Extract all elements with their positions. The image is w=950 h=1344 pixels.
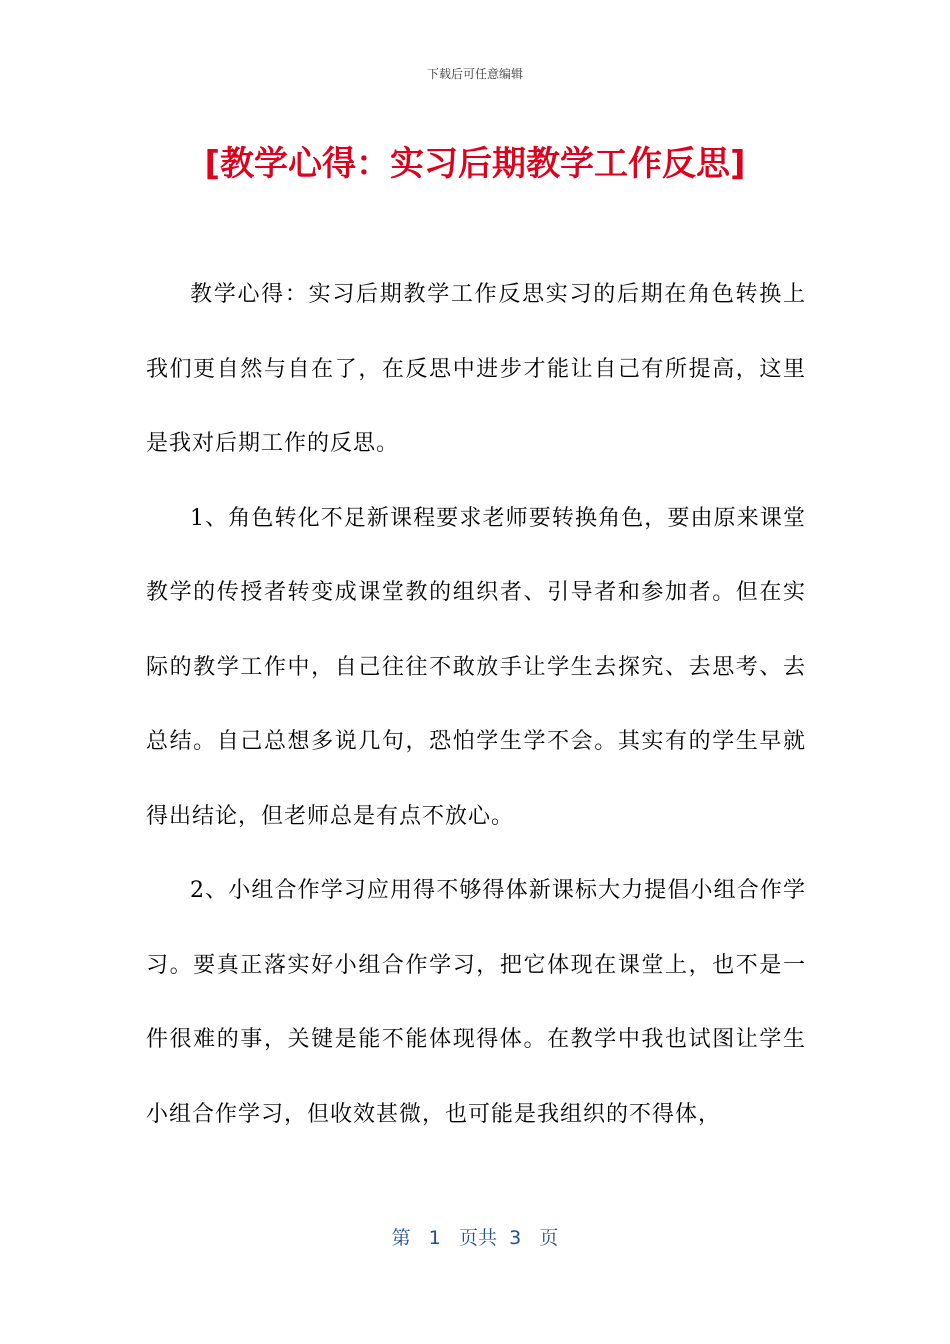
paragraph-point-2: 2、小组合作学习应用得不够得体新课标大力提倡小组合作学习。要真正落实好小组合作学习，把它体现在课堂上，也不是一件很难的事，关键是能不能体现得体。在教学中我也试图让学生小组合作学习，但收效甚微，也可能是我组织的不得体， bbox=[146, 878, 806, 1127]
paragraph-point-1: 1、角色转化不足新课程要求老师要转换角色，要由原来课堂教学的传授者转变成课堂教的组织者、引导者和参加者。但在实际的教学工作中，自己往往不敢放手让学生去探究、去思考、去总结。自己总想多说几句，恐怕学生学不会。其实有的学生早就得出结论，但老师总是有点不放心。 bbox=[146, 505, 806, 829]
paragraph-intro: 教学心得：实习后期教学工作反思实习的后期在角色转换上我们更自然与自在了，在反思中进步才能让自己有所提高，这里是我对后期工作的反思。 bbox=[146, 282, 806, 456]
footer-label-of: 页共 bbox=[459, 1227, 498, 1249]
document-body bbox=[146, 258, 806, 1152]
header-note: 下载后可任意编辑 bbox=[426, 67, 523, 81]
document-title: [教学心得：实习后期教学工作反思] bbox=[204, 144, 746, 184]
footer-label-page: 第 bbox=[391, 1227, 411, 1249]
footer-total-pages: 3 bbox=[509, 1227, 522, 1249]
footer-current-page: 1 bbox=[428, 1227, 441, 1249]
page-footer bbox=[0, 1224, 950, 1252]
footer-label-end: 页 bbox=[539, 1227, 559, 1249]
